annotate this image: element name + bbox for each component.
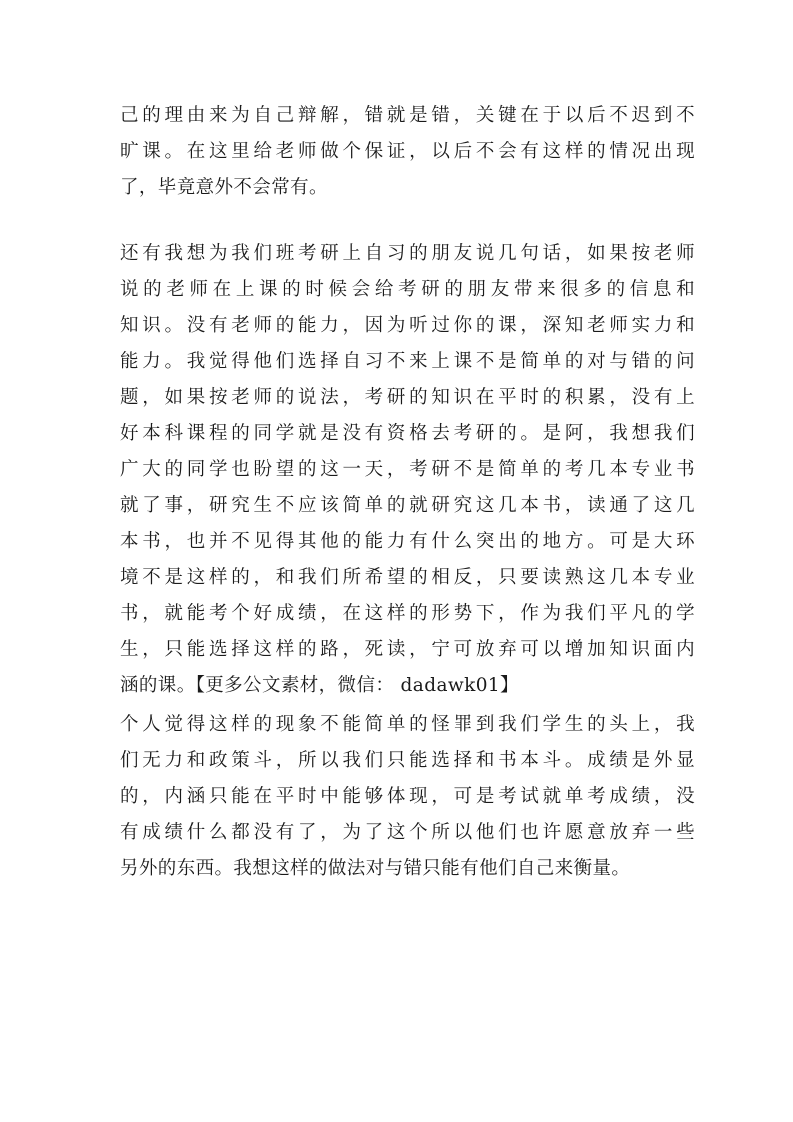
text-line: 好本科课程的同学就是没有资格去考研的。是阿，我想我们 (120, 423, 695, 444)
text-line: 涵的课。【更多公文素材，微信： dadawk01】 (120, 675, 519, 696)
text-line: 知识。没有老师的能力，因为听过你的课，深知老师实力和 (120, 315, 695, 336)
text-line: 本书，也并不见得其他的能力有什么突出的地方。可是大环 (120, 531, 695, 552)
text-line: 生，只能选择这样的路，死读，宁可放弃可以增加知识面内 (120, 639, 695, 660)
text-line: 们无力和政策斗，所以我们只能选择和书本斗。成绩是外显 (120, 750, 695, 771)
text-line: 题，如果按老师的说法，考研的知识在平时的积累，没有上 (120, 387, 695, 408)
text-line: 说的老师在上课的时候会给考研的朋友带来很多的信息和 (120, 279, 695, 300)
text-line: 旷课。在这里给老师做个保证，以后不会有这样的情况出现 (120, 141, 695, 162)
text-line: 就了事，研究生不应该简单的就研究这几本书，读通了这几 (120, 495, 695, 516)
text-line: 另外的东西。我想这样的做法对与错只能有他们自己来衡量。 (120, 858, 631, 879)
text-line: 个人觉得这样的现象不能简单的怪罪到我们学生的头上，我 (120, 714, 695, 735)
paragraph-1 (120, 98, 695, 206)
paragraph-3 (120, 707, 695, 887)
text-line: 有成绩什么都没有了，为了这个所以他们也许愿意放弃一些 (120, 822, 695, 843)
text-line: 书，就能考个好成绩，在这样的形势下，作为我们平凡的学 (120, 603, 695, 624)
text-line: 己的理由来为自己辩解，错就是错，关键在于以后不迟到不 (120, 105, 695, 126)
paragraph-2 (120, 236, 695, 704)
text-line: 的，内涵只能在平时中能够体现，可是考试就单考成绩，没 (120, 786, 695, 807)
text-line: 能力。我觉得他们选择自习不来上课不是简单的对与错的问 (120, 351, 695, 372)
text-line: 广大的同学也盼望的这一天，考研不是简单的考几本专业书 (120, 459, 695, 480)
text-line: 了，毕竟意外不会常有。 (120, 177, 328, 198)
text-line: 境不是这样的，和我们所希望的相反，只要读熟这几本专业 (120, 567, 695, 588)
text-line: 还有我想为我们班考研上自习的朋友说几句话，如果按老师 (120, 243, 695, 264)
